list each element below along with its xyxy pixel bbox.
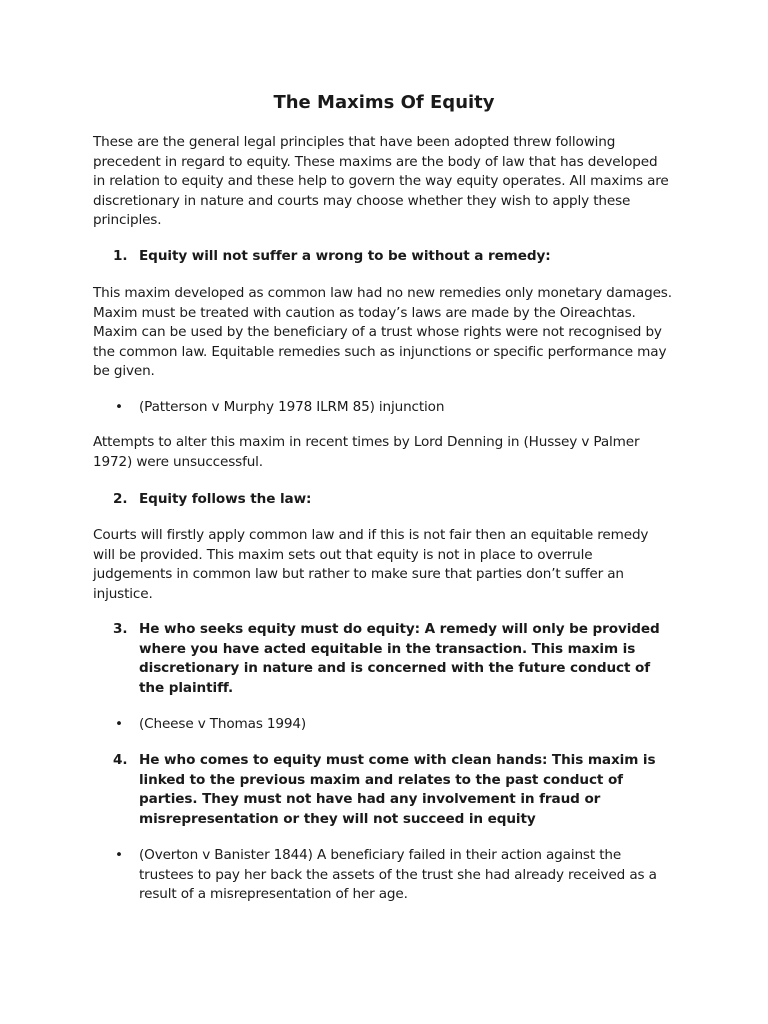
list-number: 2. [113,491,128,507]
bullet-text: (Overton v Banister 1844) A beneficiary failed in their action against the trustees to pay her back the assets of the trust she had already received as a result of a misrepresentation of her age. [139,847,657,902]
bullet-icon: • [115,716,124,732]
list-number: 3. [113,621,128,637]
maxim-2-title: Equity follows the law: [139,491,312,507]
bullet-text: (Patterson v Murphy 1978 ILRM 85) injunction [139,399,445,415]
maxim-1-note: Attempts to alter this maxim in recent times by Lord Denning in (Hussey v Palmer 1972) were unsuccessful. [93,434,640,470]
bullet-text: (Cheese v Thomas 1994) [139,716,307,732]
maxim-4-text: He who comes to equity must come with clean hands: This maxim is linked to the previous maxim and relates to the past conduct of parties. They must not have had any involvement in fraud or misrepresentation or they will not succeed in equity [139,752,656,827]
maxim-2-body: Courts will firstly apply common law and if this is not fair then an equitable remedy will be provided. This maxim sets out that equity is not in place to overrule judgements in common law but rather to make sure that parties don’t suffer an injustice. [93,527,649,602]
list-number: 1. [113,248,128,264]
bullet-icon: • [115,399,124,415]
list-number: 4. [113,752,128,768]
maxim-1-body: This maxim developed as common law had no new remedies only monetary damages. Maxim must be treated with caution as today’s laws are made by the Oireachtas. Maxim can be used by the beneficiary of a trust whose rights were not recognised by the common law. Equitable remedies such as injunctions or specific performance may be given. [93,285,672,379]
document-title: The Maxims Of Equity [273,92,495,113]
bullet-icon: • [115,847,124,863]
maxim-3-text: He who seeks equity must do equity: A remedy will only be provided where you have acted equitable in the transaction. This maxim is discretionary in nature and is concerned with the future conduct of the plaintiff. [139,621,660,696]
intro-paragraph: These are the general legal principles that have been adopted threw following precedent in regard to equity. These maxims are the body of law that has developed in relation to equity and these help to govern the way equity operates. All maxims are discretionary in nature and courts may choose whether they wish to apply these principles. [93,134,669,228]
maxim-1-title: Equity will not suffer a wrong to be without a remedy: [139,248,551,264]
